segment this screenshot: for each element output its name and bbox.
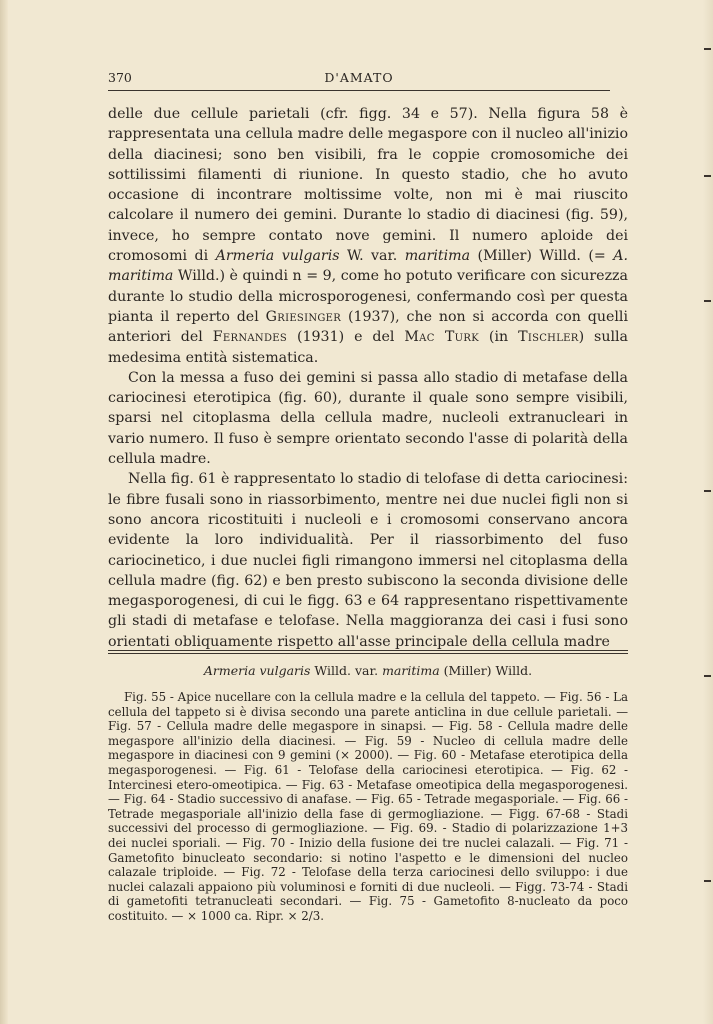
body-text (108, 104, 628, 652)
author-citation: Fernandes (212, 329, 288, 346)
edge-mark (704, 48, 711, 50)
author-citation: Mac Turk (404, 329, 479, 346)
page-number: 370 (108, 70, 132, 85)
paragraph-1: delle due cellule parietali (cfr. figg. 34 e 57). Nella figura 58 è rappresentata una cellula madre delle megaspore con il nucleo all'inizio della diacinesi; sono ben visibili, fra le coppie cromosomiche dei sottilissimi filamenti di riunione. In questo stadio, che ho avuto occasione di incontrare moltissime volte, non mi è mai riuscito calcolare il numero dei gemini. Durante lo stadio di diacinesi (fig. 59), invece, ho sempre contato nove gemini. Il numero aploide dei cromosomi di Armeria vulgaris W. var. maritima (Miller) Willd. (= A. maritima Willd.) è quindi n = 9, come ho potuto verificare con sicurezza durante lo studio della microsporogenesi, confermando così per questa pianta il reperto del Griesinger (1937), che non si accorda con quelli anteriori del Fernandes (1931) e del Mac Turk (in Tischler) sulla medesima entità sistematica. (108, 106, 629, 366)
author-citation: Griesinger (265, 308, 342, 325)
figure-caption (108, 690, 628, 924)
paragraph-2: Con la messa a fuso dei gemini si passa allo stadio di metafase della cariocinesi eterotipica (fig. 60), durante il quale sono sempre visibili, sparsi nel citoplasma della cellula madre, nucleoli extranucleari in vario numero. Il fuso è sempre orientato secondo l'asse di polarità della cellula madre. (108, 369, 628, 468)
header-rule (108, 90, 610, 91)
paragraph-3: Nella fig. 61 è rappresentato lo stadio di telofase di detta cariocinesi: le fibre fusali sono in riassorbimento, mentre nei due nuclei figli non si sono ancora ricostituiti i nucleoli e i cromosomi conservano ancora evidente la loro individualità. Per il riassorbimento del fuso cariocinetico, i due nuclei figli rimangono immersi nel citoplasma della cellula madre (fig. 62) e ben presto subiscono la seconda divisione delle megasporogenesi, di cui le figg. 63 e 64 rappresentano rispettivamente gli stadi di metafase e telofase. Nella maggioranza dei casi i fusi sono orientati obliquamente rispetto all'asse principale della cellula madre (108, 471, 628, 650)
variety-name: maritima (404, 248, 471, 265)
caption-rule-bottom (108, 653, 628, 654)
page-right-edge (703, 0, 713, 1024)
running-title: D'AMATO (324, 70, 394, 85)
species-name: Armeria vulgaris (215, 248, 340, 265)
edge-mark (704, 675, 711, 677)
author-citation: Tischler (518, 329, 579, 346)
running-head (108, 70, 610, 88)
page-left-edge (0, 0, 8, 1024)
figure-caption-title: Armeria vulgaris Willd. var. maritima (Miller) Willd. (203, 663, 533, 678)
edge-mark (704, 175, 711, 177)
figure-caption-text: Fig. 55 - Apice nucellare con la cellula madre e la cellula del tappeto. — Fig. 56 - La cellula del tappeto si è divisa secondo una parete anticlina in due cellule parietali. — Fig. 57 - Cellula madre delle megaspore in sinapsi. — Fig. 58 - Cellula madre delle megaspore all'inizio della diacinesi. — Fig. 59 - Nucleo di cellula madre delle megaspore in diacinesi con 9 gemini (× 2000). — Fig. 60 - Metafase eterotipica della megasporogenesi. — Fig. 61 - Telofase della cariocinesi eterotipica. — Fig. 62 - Intercinesi etero-omeotipica. — Fig. 63 - Metafase omeotipica della megasporogenesi. — Fig. 64 - Stadio successivo di anafase. — Fig. 65 - Tetrade megasporiale. — Fig. 66 - Tetrade megasporiale all'inizio della fase di germogliazione. — Figg. 67-68 - Stadi successivi del processo di germogliazione. — Fig. 69. - Stadio di polarizzazione 1+3 dei nuclei sporiali. — Fig. 70 - Inizio della fusione dei tre nuclei calazali. — Fig. 71 - Gametofito binucleato secondario: si notino l'aspetto e le dimensioni del nucleo calazale triploide. — Fig. 72 - Telofase della terza cariocinesi dello sviluppo: i due nuclei calazali appaiono più voluminosi e forniti di due nucleoli. — Figg. 73-74 - Stadi di gametofiti tetranucleati secondari. — Fig. 75 - Gametofito 8-nucleato da poco costituito. — × 1000 ca. Ripr. × 2/3. (108, 690, 628, 923)
edge-mark (704, 490, 711, 492)
caption-rule-top (108, 650, 628, 651)
synonym-name: A. maritima (108, 248, 628, 285)
edge-mark (704, 300, 711, 302)
edge-mark (704, 880, 711, 882)
